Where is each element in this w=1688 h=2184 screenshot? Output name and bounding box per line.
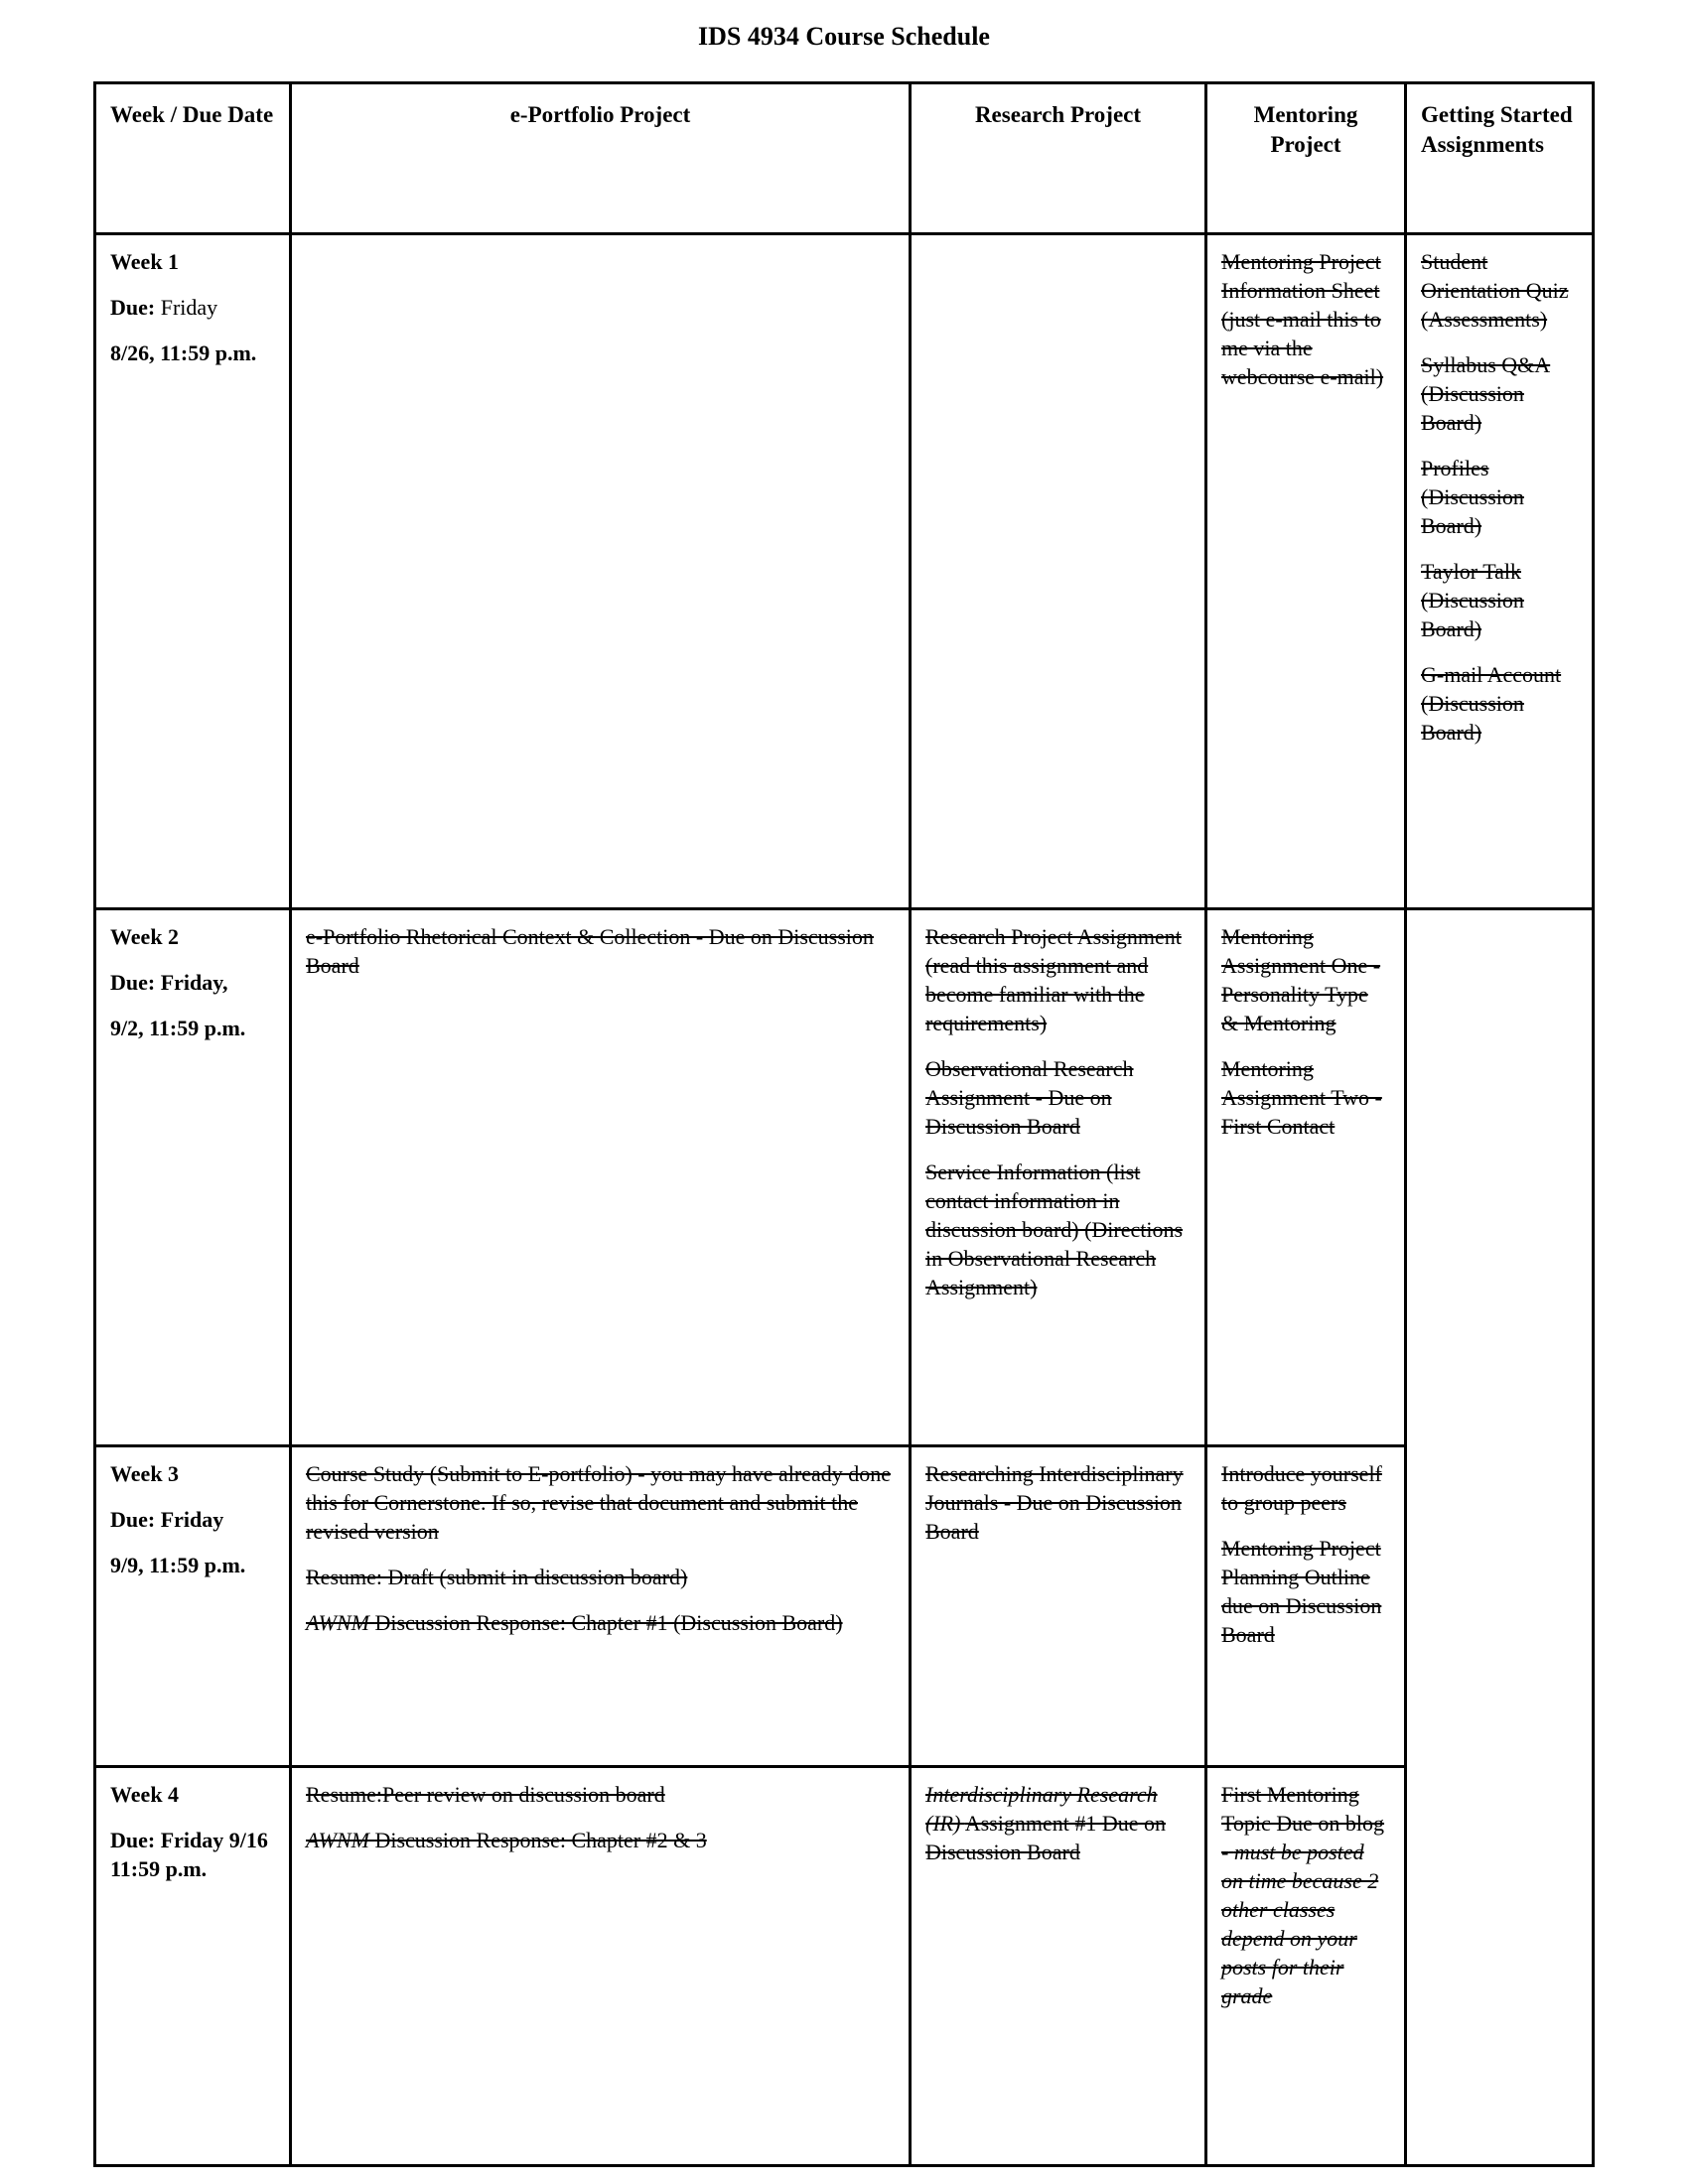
week3-row <box>95 1446 1594 1767</box>
assignment-item: Syllabus Q&A (Discussion Board) <box>1421 352 1551 436</box>
week4-research-cell <box>911 1767 1206 2166</box>
assignment-item: Resume:Peer review on discussion board <box>306 1782 665 1807</box>
due-label: Due: <box>110 295 156 321</box>
week1-date-cell <box>95 234 291 909</box>
assignment-item <box>1221 1780 1390 2010</box>
assignment-item: Mentoring Project Planning Outline due on Discussion Board <box>1221 1536 1382 1648</box>
course-schedule-table <box>93 81 1595 2167</box>
due-label: Due: <box>110 1828 156 1853</box>
assignment-text: Discussion Response: Chapter #2 & 3 <box>374 1828 707 1853</box>
assignment-item <box>925 1780 1191 1866</box>
week4-date-cell <box>95 1767 291 2166</box>
page-title: IDS 4934 Course Schedule <box>698 22 990 51</box>
assignment-item: Course Study (Submit to E-portfolio) - you may have already done this for Cornerstone. If so, revise that document and submit the revised version <box>306 1461 891 1545</box>
assignment-item: Observational Research Assignment - Due on Discussion Board <box>925 1056 1134 1140</box>
week-label: Week 1 <box>110 249 180 274</box>
assignment-text: First Mentoring Topic Due on blog - <box>1221 1782 1385 1865</box>
due-day: Friday <box>160 1507 224 1533</box>
week2-date-cell <box>95 909 291 1446</box>
week4-eportfolio-cell <box>291 1767 911 2166</box>
due-label: Due: <box>110 970 156 996</box>
assignment-item: e-Portfolio Rhetorical Context & Collection - Due on Discussion Board <box>306 924 874 979</box>
due-date: 9/2, 11:59 p.m. <box>110 1016 246 1041</box>
week1-row <box>95 234 1594 909</box>
due-line <box>110 1826 275 1883</box>
assignment-item: Profiles (Discussion Board) <box>1421 456 1524 539</box>
due-line <box>110 968 275 997</box>
week1-eportfolio-cell <box>291 234 911 909</box>
assignment-item: Mentoring Project Information Sheet (just e-mail this to me via the webcourse e-mail) <box>1221 249 1384 390</box>
assignment-item: Researching Interdisciplinary Journals - Due on Discussion Board <box>925 1461 1184 1545</box>
col-header-research-project: Research Project <box>911 83 1206 234</box>
week3-date-cell <box>95 1446 291 1767</box>
week-label: Week 3 <box>110 1461 180 1486</box>
assignment-item: Research Project Assignment (read this assignment and become familiar with the requirements) <box>925 924 1182 1036</box>
week4-mentoring-cell <box>1206 1767 1406 2166</box>
book-abbreviation: AWNM <box>306 1610 369 1636</box>
due-date: 9/9, 11:59 p.m. <box>110 1553 246 1578</box>
col-header-mentoring-project: Mentoring Project <box>1206 83 1406 234</box>
header-row <box>95 83 1594 234</box>
col-header-eportfolio-project: e-Portfolio Project <box>291 83 911 234</box>
due-day: Friday, <box>160 970 228 996</box>
week3-eportfolio-cell <box>291 1446 911 1767</box>
week2-research-cell <box>911 909 1206 1446</box>
assignment-item <box>306 1826 895 1854</box>
assignment-item: Taylor Talk (Discussion Board) <box>1421 559 1524 642</box>
week2-eportfolio-cell <box>291 909 911 1446</box>
week1-research-cell <box>911 234 1206 909</box>
due-date: Friday 9/16 11:59 p.m. <box>110 1828 268 1882</box>
week-label: Week 2 <box>110 924 180 949</box>
due-label: Due: <box>110 1507 156 1533</box>
assignment-item: Resume: Draft (submit in discussion board) <box>306 1565 688 1590</box>
week3-mentoring-cell <box>1206 1446 1406 1767</box>
due-line <box>110 293 275 322</box>
assignment-item: Student Orientation Quiz (Assessments) <box>1421 249 1569 333</box>
assignment-text: Assignment #1 Due on Discussion Board <box>925 1811 1166 1865</box>
week1-getting-started-cell <box>1406 234 1594 909</box>
assignment-item <box>306 1608 895 1637</box>
week4-row <box>95 1767 1594 2166</box>
assignment-item: Mentoring Assignment Two - First Contact <box>1221 1056 1382 1140</box>
assignment-item: G-mail Account (Discussion Board) <box>1421 662 1562 746</box>
col-header-getting-started-assignments: Getting Started Assignments <box>1406 83 1594 234</box>
week2-row <box>95 909 1594 1446</box>
week3-research-cell <box>911 1446 1206 1767</box>
assignment-item: Service Information (list contact information in discussion board) (Directions in Observational Research Assignment) <box>925 1160 1184 1300</box>
week2-mentoring-cell <box>1206 909 1406 1446</box>
due-date: 8/26, 11:59 p.m. <box>110 341 257 366</box>
assignment-note-italic: must be posted on time because 2 other classes depend on your posts for their grade <box>1221 1840 1379 2009</box>
week-label: Week 4 <box>110 1782 180 1807</box>
getting-started-empty-cell <box>1406 909 1594 2166</box>
assignment-item: Introduce yourself to group peers <box>1221 1461 1382 1516</box>
assignment-title-italic: Interdisciplinary Research (IR) <box>925 1782 1158 1837</box>
assignment-text: Discussion Response: Chapter #1 (Discussion Board) <box>374 1610 843 1636</box>
col-header-week-due-date: Week / Due Date <box>95 83 291 234</box>
week1-mentoring-cell <box>1206 234 1406 909</box>
due-line <box>110 1505 275 1534</box>
assignment-item: Mentoring Assignment One - Personality Type & Mentoring <box>1221 924 1381 1036</box>
due-day: Friday <box>160 295 218 321</box>
book-abbreviation: AWNM <box>306 1828 369 1853</box>
